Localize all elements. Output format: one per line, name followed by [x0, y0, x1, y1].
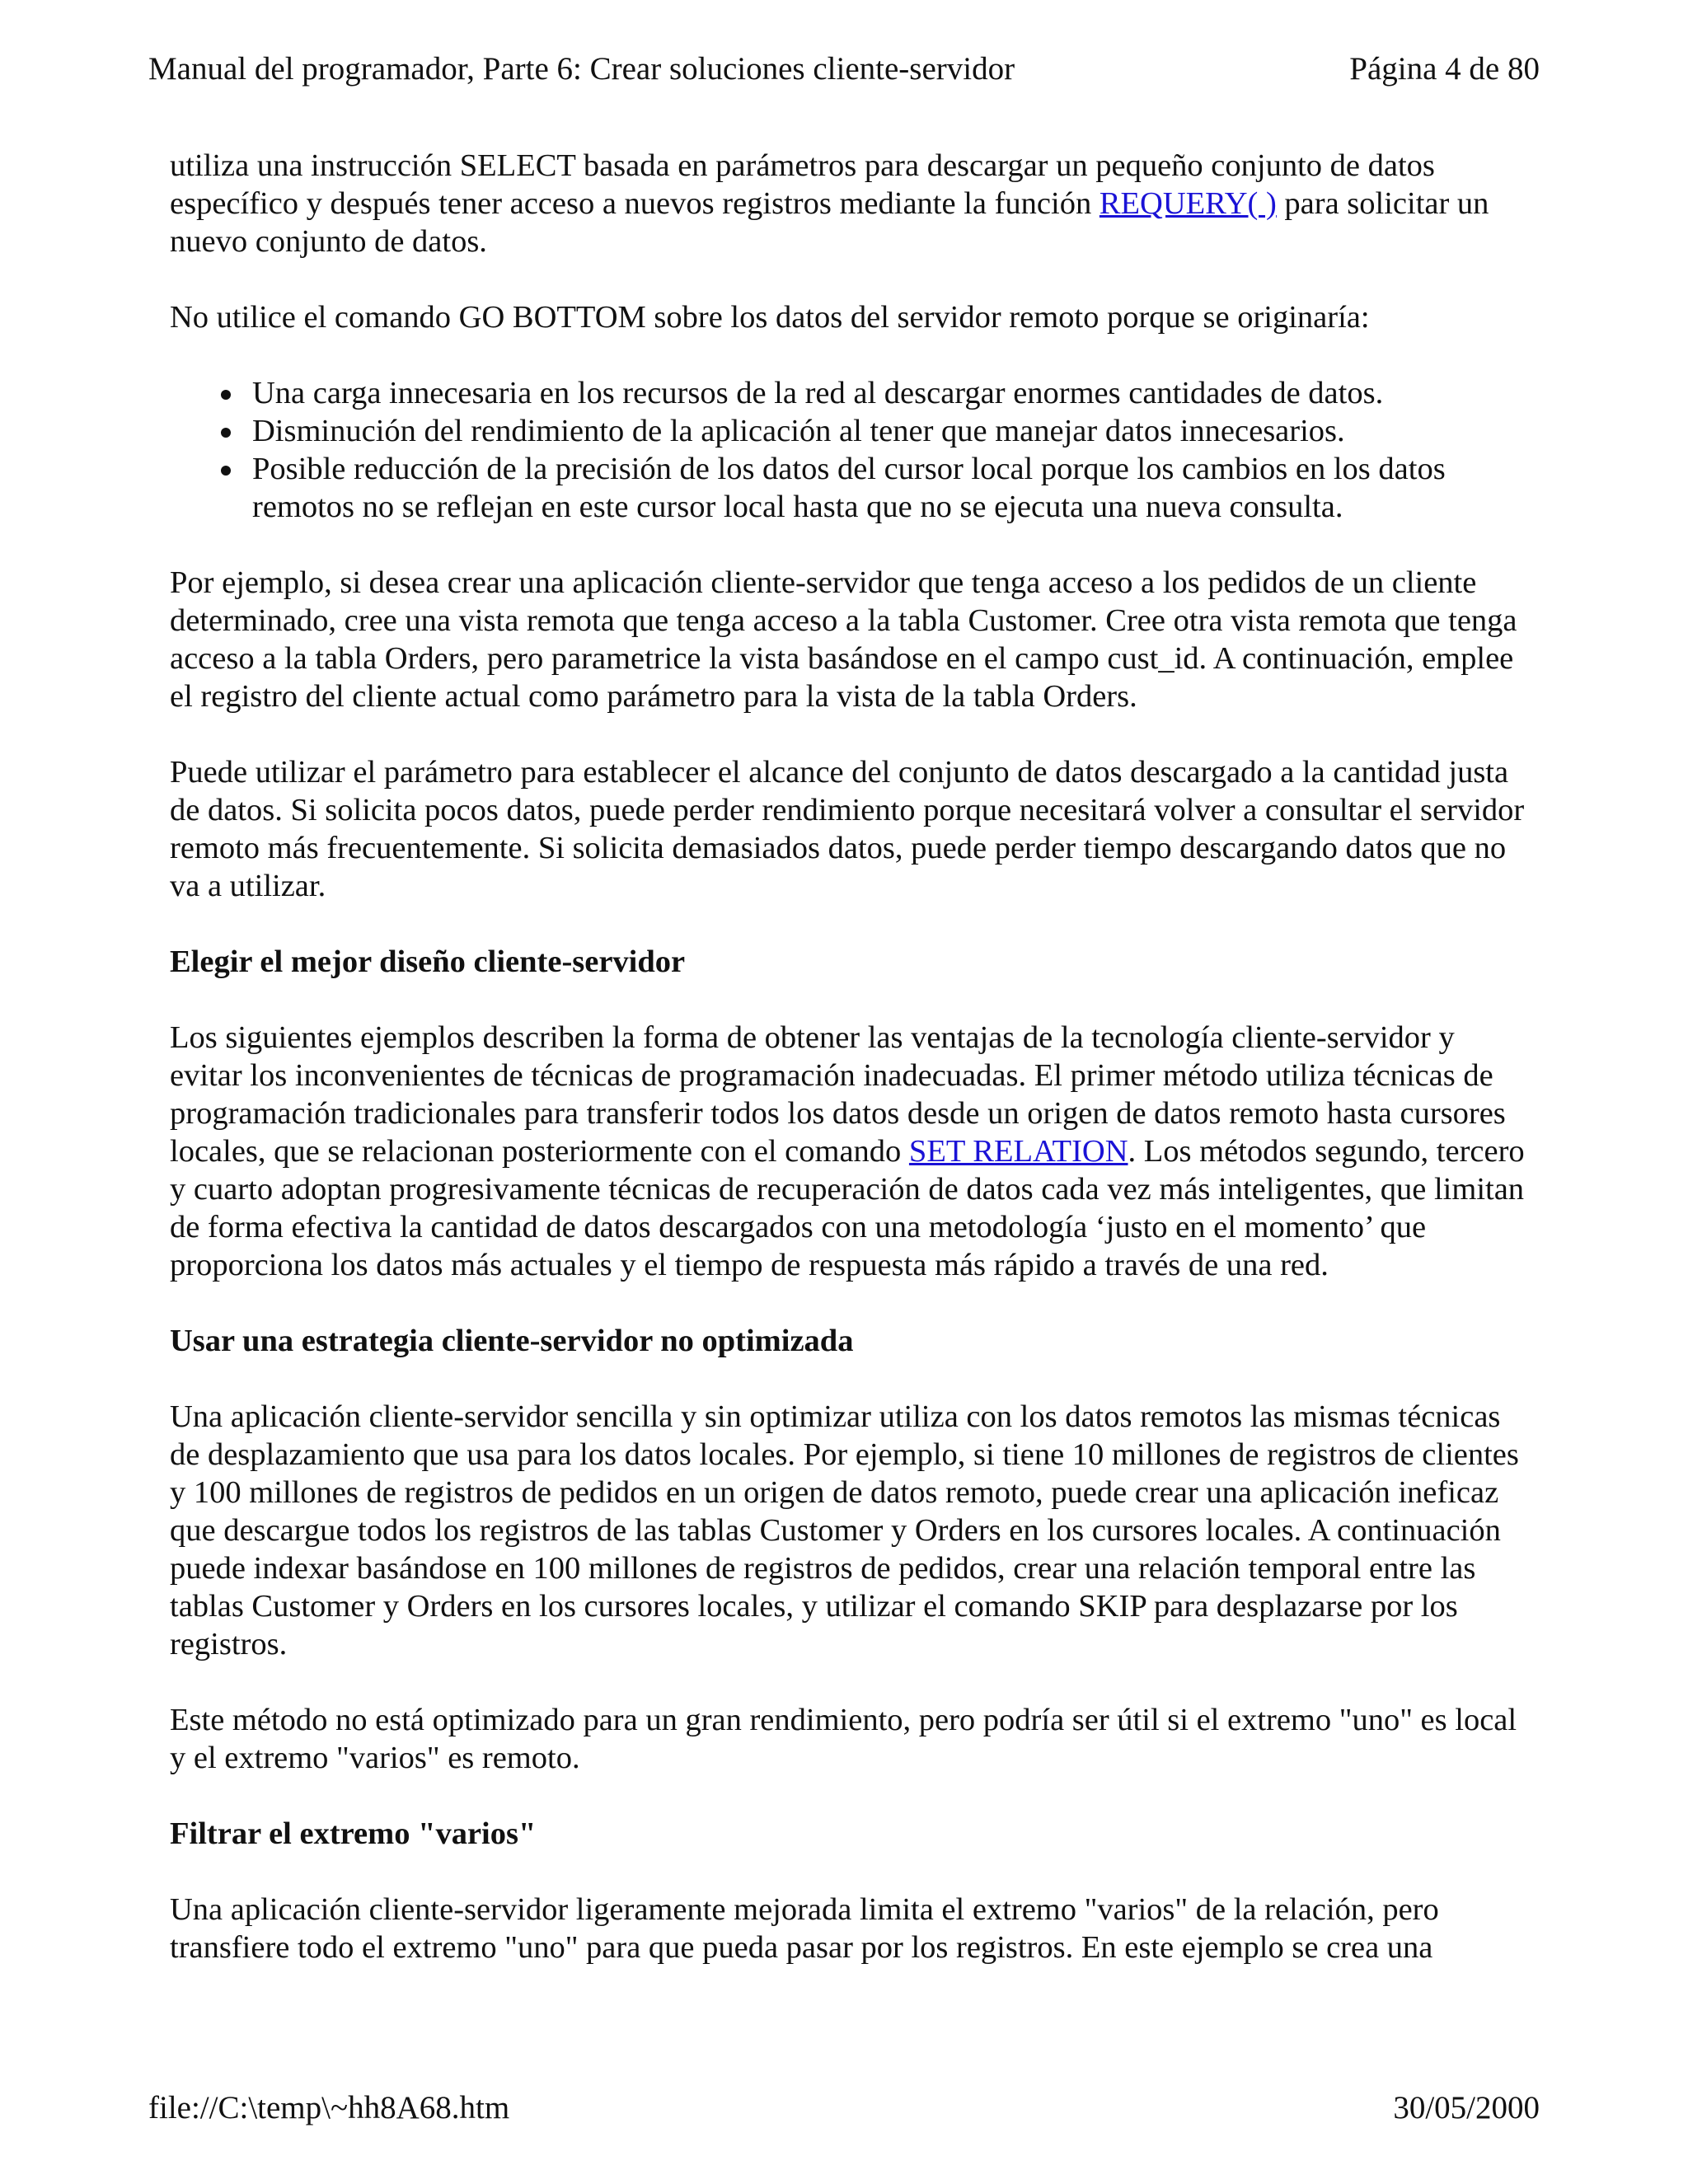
document-title: Manual del programador, Parte 6: Crear soluciones cliente-servidor — [148, 51, 1015, 87]
list-item: Una carga innecesaria en los recursos de la red al descargar enormes cantidades de datos. — [252, 374, 1530, 412]
document-body — [170, 147, 1530, 2004]
bullet-list — [170, 374, 1530, 526]
section-heading: Filtrar el extremo "varios" — [170, 1816, 537, 1851]
paragraph: utiliza una instrucción SELECT basada en parámetros para descargar un pequeño conjunto de datos específico y después tener acceso a nuevos registros mediante la función REQUERY( ) para solicitar un nuevo conjunto de datos. — [170, 148, 1489, 259]
paragraph: Por ejemplo, si desea crear una aplicación cliente-servidor que tenga acceso a los pedidos de un cliente determinado, cree una vista remota que tenga acceso a la tabla Customer. Cree otra vista remota que tenga acceso a la tabla Orders, pero parametrice la vista basándose en el campo cust_id. A continuación, emplee el registro del cliente actual como parámetro para la vista de la tabla Orders. — [170, 565, 1517, 714]
page-footer — [148, 2085, 1540, 2131]
page-number: Página 4 de 80 — [1349, 51, 1540, 87]
list-item: Disminución del rendimiento de la aplicación al tener que manejar datos innecesarios. — [252, 412, 1530, 450]
requery-link[interactable]: REQUERY( ) — [1099, 186, 1277, 221]
section-heading: Usar una estrategia cliente-servidor no optimizada — [170, 1324, 854, 1358]
print-date: 30/05/2000 — [1393, 2090, 1540, 2125]
section-heading: Elegir el mejor diseño cliente-servidor — [170, 944, 686, 979]
paragraph: Puede utilizar el parámetro para establecer el alcance del conjunto de datos descargado a la cantidad justa de datos. Si solicita pocos datos, puede perder rendimiento porque necesitará volver a consultar el servidor remoto más frecuentemente. Si solicita demasiados datos, puede perder tiempo descargando datos que no va a utilizar. — [170, 755, 1525, 903]
set-relation-link[interactable]: SET RELATION — [908, 1134, 1128, 1169]
paragraph: Este método no está optimizado para un gran rendimiento, pero podría ser útil si el extremo "uno" es local y el extremo "varios" es remoto. — [170, 1703, 1517, 1775]
list-item: Posible reducción de la precisión de los datos del cursor local porque los cambios en los datos remotos no se reflejan en este cursor local hasta que no se ejecuta una nueva consulta. — [252, 450, 1530, 526]
page-header — [148, 46, 1540, 92]
file-path: file://C:\temp\~hh8A68.htm — [148, 2090, 510, 2125]
paragraph: Los siguientes ejemplos describen la forma de obtener las ventajas de la tecnología cliente-servidor y evitar los inconvenientes de técnicas de programación inadecuadas. El primer método utiliza técnicas de programación tradicionales para transferir todos los datos desde un origen de datos remoto hasta cursores locales, que se relacionan posteriormente con el comando SET RELATION. Los métodos segundo, tercero y cuarto adoptan progresivamente técnicas de recuperación de datos cada vez más inteligentes, que limitan de forma efectiva la cantidad de datos descargados con una metodología ‘justo en el momento’ que proporciona los datos más actuales y el tiempo de respuesta más rápido a través de una red. — [170, 1020, 1525, 1282]
paragraph: Una aplicación cliente-servidor sencilla y sin optimizar utiliza con los datos remotos las mismas técnicas de desplazamiento que usa para los datos locales. Por ejemplo, si tiene 10 millones de registros de clientes y 100 millones de registros de pedidos en un origen de datos remoto, puede crear una aplicación ineficaz que descargue todos los registros de las tablas Customer y Orders en los cursores locales. A continuación puede indexar basándose en 100 millones de registros de pedidos, crear una relación temporal entre las tablas Customer y Orders en los cursores locales, y utilizar el comando SKIP para desplazarse por los registros. — [170, 1399, 1519, 1661]
paragraph: No utilice el comando GO BOTTOM sobre los datos del servidor remoto porque se originaría: — [170, 300, 1370, 335]
paragraph: Una aplicación cliente-servidor ligeramente mejorada limita el extremo "varios" de la relación, pero transfiere todo el extremo "uno" para que pueda pasar por los registros. En este ejemplo se crea una — [170, 1892, 1439, 1965]
